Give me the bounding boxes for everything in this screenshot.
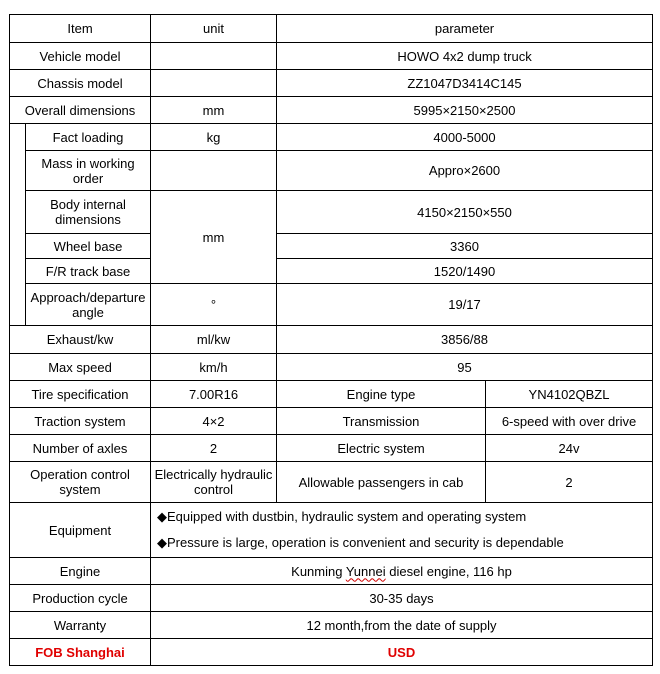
engine-type-label: Engine type xyxy=(277,381,486,408)
mass-working-order-label: Mass in working order xyxy=(26,151,151,191)
spellcheck-mark: Yunnei xyxy=(345,563,386,579)
vehicle-model-label: Vehicle model xyxy=(10,43,151,70)
max-speed-value: 95 xyxy=(277,354,653,381)
indent-spacer xyxy=(10,124,26,326)
table-row xyxy=(10,585,653,612)
table-row xyxy=(10,408,653,435)
chassis-model-unit xyxy=(151,70,277,97)
body-internal-dimensions-label: Body internal dimensions xyxy=(26,191,151,234)
axles-label: Number of axles xyxy=(10,435,151,462)
overall-dimensions-unit: mm xyxy=(151,97,277,124)
fact-loading-value: 4000-5000 xyxy=(277,124,653,151)
transmission-label: Transmission xyxy=(277,408,486,435)
body-internal-dimensions-value: 4150×2150×550 xyxy=(277,191,653,234)
engine-label: Engine xyxy=(10,558,151,585)
traction-value: 4×2 xyxy=(151,408,277,435)
chassis-model-label: Chassis model xyxy=(10,70,151,97)
table-row xyxy=(10,191,653,234)
table-row xyxy=(10,259,653,284)
mm-group-unit: mm xyxy=(151,191,277,284)
table-row xyxy=(10,15,653,43)
max-speed-label: Max speed xyxy=(10,354,151,381)
tire-value: 7.00R16 xyxy=(151,381,277,408)
table-row xyxy=(10,612,653,639)
vehicle-model-value: HOWO 4x2 dump truck xyxy=(277,43,653,70)
approach-departure-unit: ° xyxy=(151,284,277,326)
table-row xyxy=(10,284,653,326)
overall-dimensions-value: 5995×2150×2500 xyxy=(277,97,653,124)
table-row xyxy=(10,354,653,381)
equipment-list xyxy=(151,503,653,558)
production-cycle-label: Production cycle xyxy=(10,585,151,612)
track-base-value: 1520/1490 xyxy=(277,259,653,284)
tire-label: Tire specification xyxy=(10,381,151,408)
operation-control-label: Operation control system xyxy=(10,462,151,503)
equipment-label: Equipment xyxy=(10,503,151,558)
operation-control-value: Electrically hydraulic control xyxy=(151,462,277,503)
track-base-label: F/R track base xyxy=(26,259,151,284)
table-row xyxy=(10,381,653,408)
mass-working-order-unit xyxy=(151,151,277,191)
table-row xyxy=(10,124,653,151)
table-row xyxy=(10,326,653,354)
electric-value: 24v xyxy=(486,435,653,462)
fact-loading-label: Fact loading xyxy=(26,124,151,151)
spec-table xyxy=(9,14,653,666)
approach-departure-label: Approach/departure angle xyxy=(26,284,151,326)
equipment-item: ◆Equipped with dustbin, hydraulic system and operating system xyxy=(157,509,527,524)
table-row xyxy=(10,462,653,503)
table-row xyxy=(10,558,653,585)
table-row xyxy=(10,43,653,70)
warranty-label: Warranty xyxy=(10,612,151,639)
fact-loading-unit: kg xyxy=(151,124,277,151)
exhaust-label: Exhaust/kw xyxy=(10,326,151,354)
traction-label: Traction system xyxy=(10,408,151,435)
header-unit: unit xyxy=(151,15,277,43)
engine-value: Kunming Yunnei diesel engine, 116 hp xyxy=(151,558,653,585)
overall-dimensions-label: Overall dimensions xyxy=(10,97,151,124)
exhaust-value: 3856/88 xyxy=(277,326,653,354)
transmission-value: 6-speed with over drive xyxy=(486,408,653,435)
max-speed-unit: km/h xyxy=(151,354,277,381)
wheel-base-label: Wheel base xyxy=(26,234,151,259)
approach-departure-value: 19/17 xyxy=(277,284,653,326)
exhaust-unit: ml/kw xyxy=(151,326,277,354)
header-item: Item xyxy=(10,15,151,43)
passengers-value: 2 xyxy=(486,462,653,503)
engine-type-value: YN4102QBZL xyxy=(486,381,653,408)
wheel-base-value: 3360 xyxy=(277,234,653,259)
vehicle-model-unit xyxy=(151,43,277,70)
header-parameter: parameter xyxy=(277,15,653,43)
axles-value: 2 xyxy=(151,435,277,462)
mass-working-order-value: Appro×2600 xyxy=(277,151,653,191)
production-cycle-value: 30-35 days xyxy=(151,585,653,612)
electric-label: Electric system xyxy=(277,435,486,462)
warranty-value: 12 month,from the date of supply xyxy=(151,612,653,639)
table-row xyxy=(10,97,653,124)
fob-label: FOB Shanghai xyxy=(10,639,151,666)
diamond-bullet-icon: ◆ xyxy=(157,535,168,550)
table-row xyxy=(10,234,653,259)
table-row xyxy=(10,503,653,558)
passengers-label: Allowable passengers in cab xyxy=(277,462,486,503)
table-row xyxy=(10,70,653,97)
table-row xyxy=(10,639,653,666)
equipment-item: ◆Pressure is large, operation is convenient and security is dependable xyxy=(157,535,564,550)
table-row xyxy=(10,151,653,191)
table-row xyxy=(10,435,653,462)
chassis-model-value: ZZ1047D3414C145 xyxy=(277,70,653,97)
diamond-bullet-icon: ◆ xyxy=(157,509,168,524)
fob-value: USD xyxy=(151,639,653,666)
